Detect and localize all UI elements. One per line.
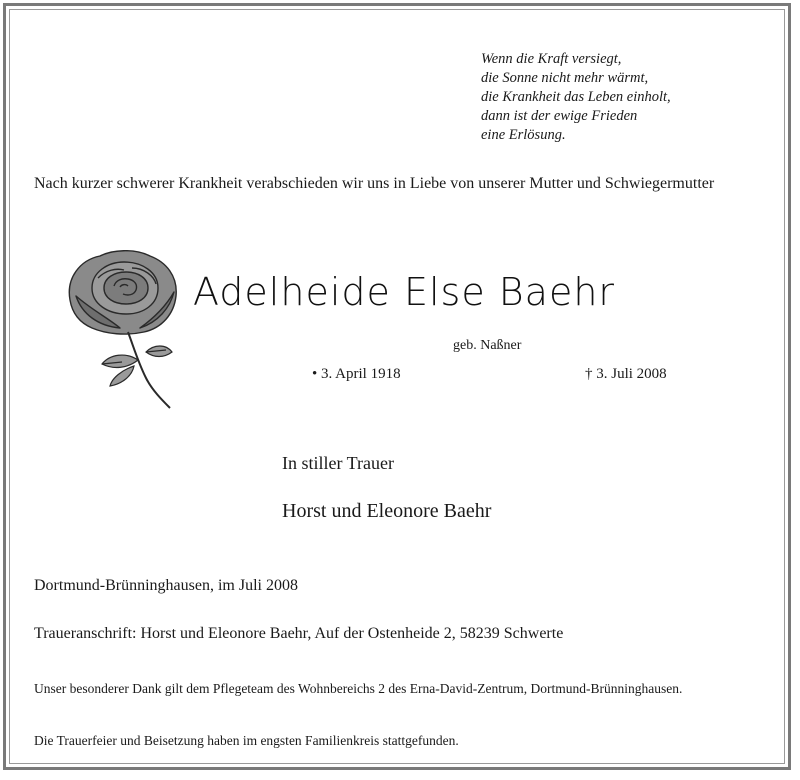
place-date: Dortmund-Brünninghausen, im Juli 2008 xyxy=(34,577,298,594)
poem-line: dann ist der ewige Frieden xyxy=(481,108,638,124)
poem-line: die Sonne nicht mehr wärmt, xyxy=(481,70,649,86)
thanks-note: Unser besonderer Dank gilt dem Pflegeteam des Wohnbereichs 2 des Erna-David-Zentrum, Dortmund-Brünninghausen. xyxy=(34,681,683,696)
birth-date: • 3. April 1918 xyxy=(312,366,401,382)
maiden-name: geb. Naßner xyxy=(453,338,522,353)
poem xyxy=(481,50,671,145)
poem-line: die Krankheit das Leben einholt, xyxy=(481,89,671,105)
deceased-name: Adelheide Else Baehr xyxy=(192,270,616,314)
mourners-names: Horst und Eleonore Baehr xyxy=(282,500,492,522)
intro-text: Nach kurzer schwerer Krankheit verabschieden wir uns in Liebe von unserer Mutter und Schwiegermutter xyxy=(34,175,715,192)
mourning-address: Traueranschrift: Horst und Eleonore Baehr, Auf der Ostenheide 2, 58239 Schwerte xyxy=(34,625,564,642)
death-date: † 3. Juli 2008 xyxy=(585,366,667,382)
poem-line: eine Erlösung. xyxy=(481,127,566,143)
funeral-note: Die Trauerfeier und Beisetzung haben im engsten Familienkreis stattgefunden. xyxy=(34,733,459,748)
mourning-label: In stiller Trauer xyxy=(282,453,394,473)
poem-line: Wenn die Kraft versiegt, xyxy=(481,51,622,67)
